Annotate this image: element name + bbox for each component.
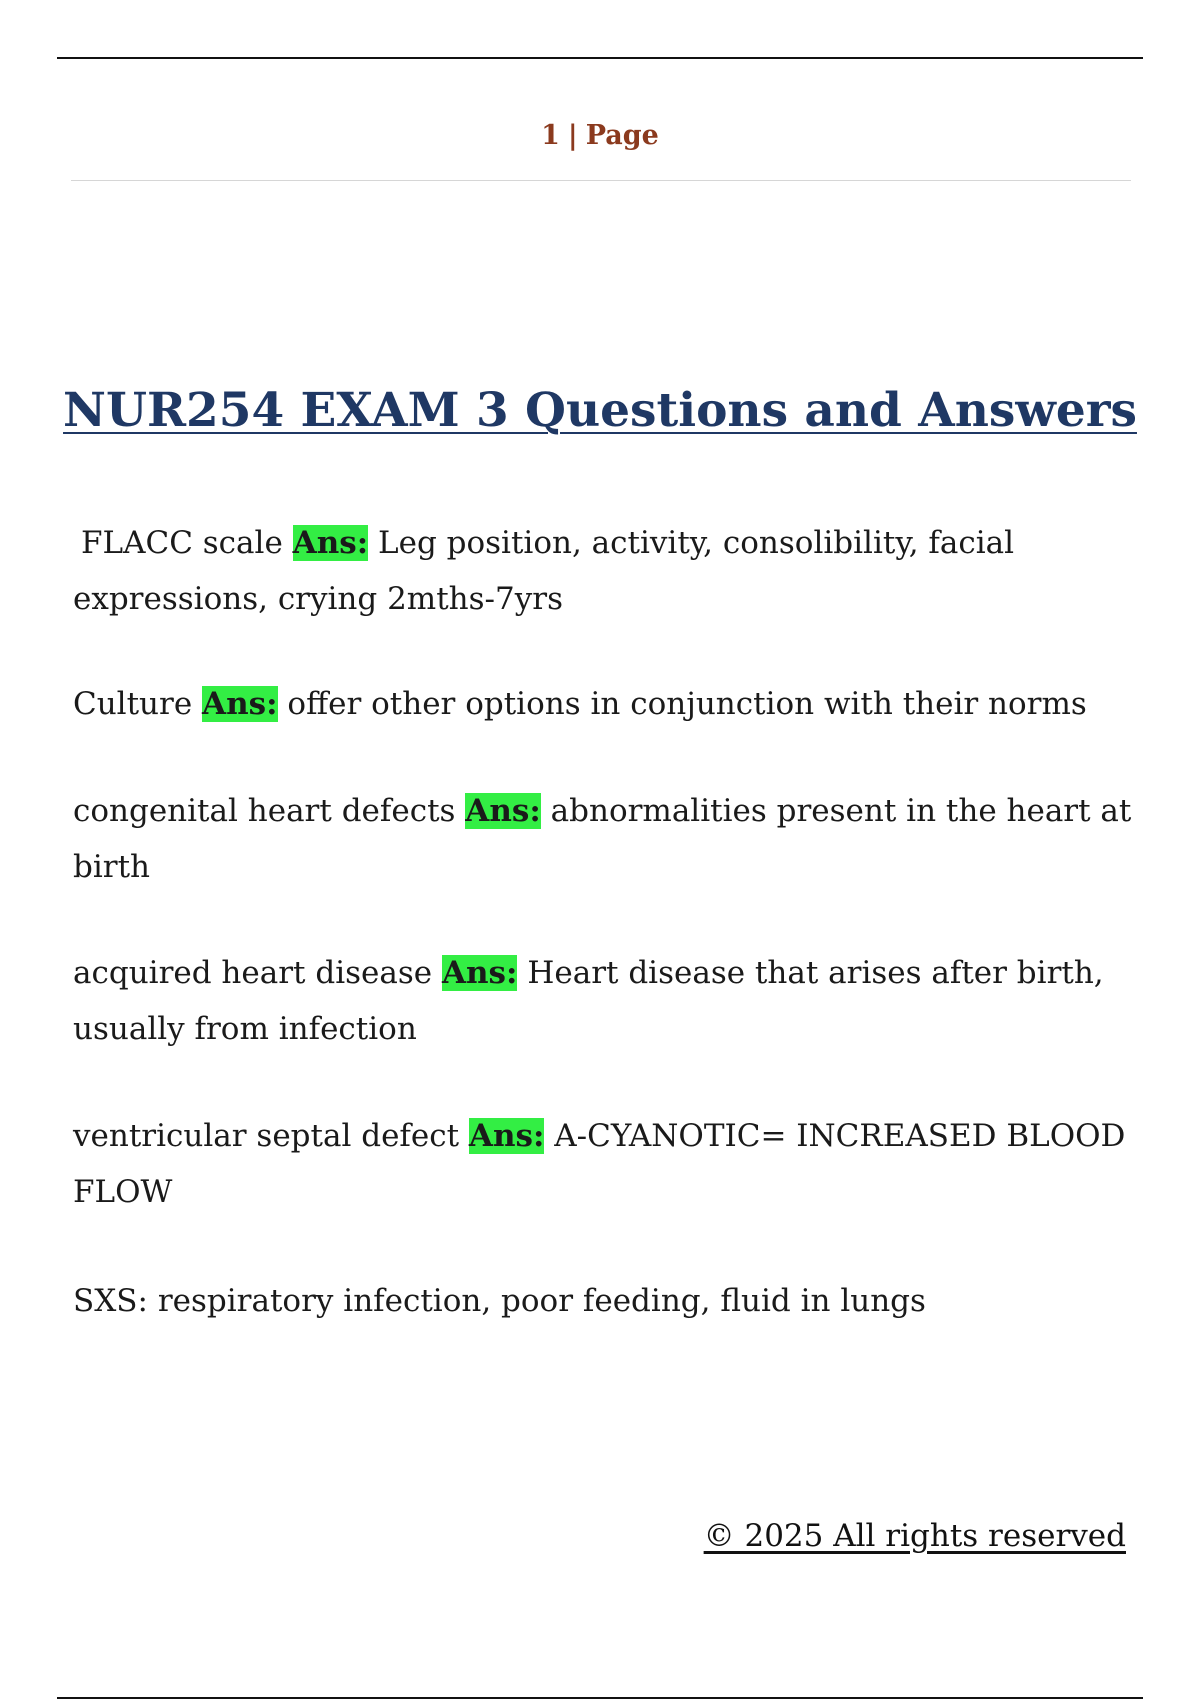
qa-answer: A-CYANOTIC= INCREASED BLOOD FLOW bbox=[73, 1118, 1126, 1210]
qa-question: acquired heart disease bbox=[73, 955, 433, 991]
document-title-text: NUR254 EXAM 3 Questions and Answers bbox=[63, 383, 1137, 438]
qa-question: congenital heart defects bbox=[73, 793, 456, 829]
page-number: 1 bbox=[541, 120, 560, 151]
bottom-border-rule bbox=[57, 1697, 1143, 1699]
qa-item bbox=[73, 945, 1133, 1057]
document-title bbox=[0, 383, 1200, 438]
qa-item bbox=[73, 515, 1133, 627]
copyright-notice: © 2025 All rights reserved bbox=[703, 1518, 1126, 1554]
qa-question: FLACC scale bbox=[81, 525, 283, 561]
page-number-header bbox=[0, 120, 1200, 151]
qa-answer: Leg position, activity, consolibility, facial expressions, crying 2mths-7yrs bbox=[73, 525, 1015, 617]
answer-marker: Ans: bbox=[202, 686, 278, 722]
answer-marker: Ans: bbox=[441, 955, 518, 991]
qa-question: Culture bbox=[73, 686, 193, 722]
qa-item bbox=[73, 783, 1133, 895]
page-separator: | bbox=[567, 120, 578, 151]
symptoms-line: SXS: respiratory infection, poor feeding, fluid in lungs bbox=[73, 1283, 926, 1319]
answer-marker: Ans: bbox=[468, 1118, 545, 1154]
qa-item bbox=[73, 676, 1133, 732]
answer-marker: Ans: bbox=[292, 525, 369, 561]
qa-answer: abnormalities present in the heart at birth bbox=[73, 793, 1132, 885]
qa-answer: offer other options in conjunction with their norms bbox=[287, 686, 1087, 722]
qa-answer: Heart disease that arises after birth, usually from infection bbox=[73, 955, 1104, 1047]
qa-item bbox=[73, 1108, 1133, 1220]
qa-question: ventricular septal defect bbox=[73, 1118, 460, 1154]
answer-marker: Ans: bbox=[465, 793, 541, 829]
top-border-rule bbox=[57, 57, 1143, 59]
header-divider bbox=[71, 180, 1131, 181]
page-label: Page bbox=[585, 120, 659, 151]
